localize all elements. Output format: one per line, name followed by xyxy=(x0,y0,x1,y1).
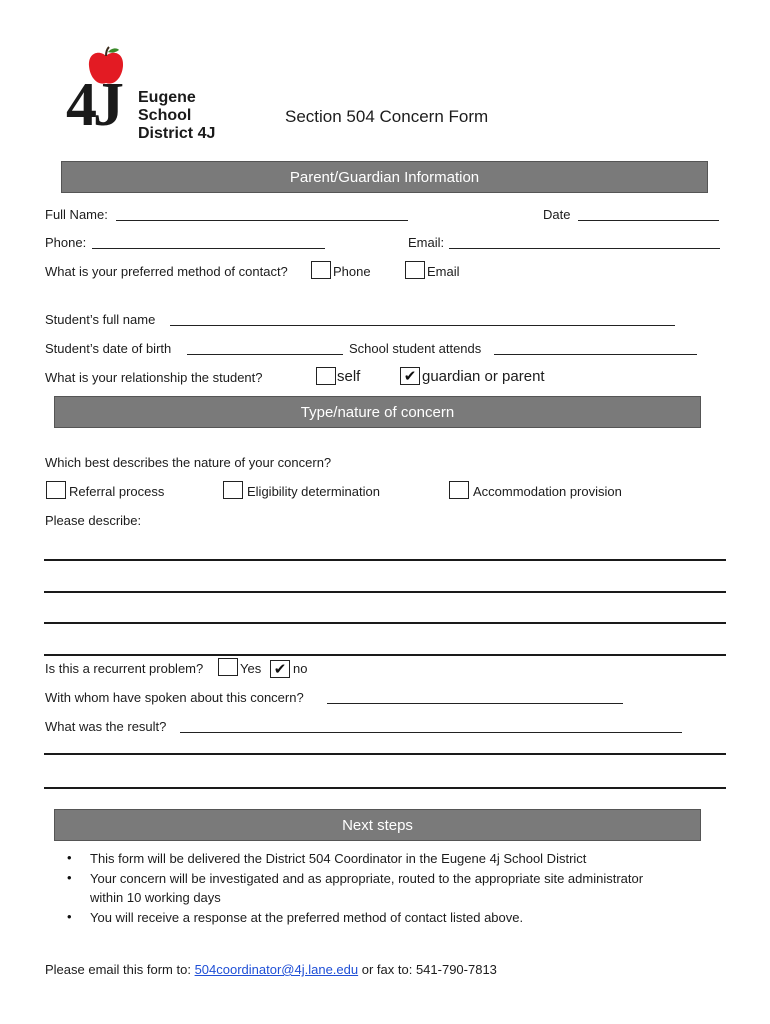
full-name-field[interactable] xyxy=(116,220,408,221)
accommodation-label: Accommodation provision xyxy=(473,484,622,499)
date-label: Date xyxy=(543,207,571,222)
student-name-field[interactable] xyxy=(170,325,675,326)
relationship-self-label: self xyxy=(337,368,361,385)
spoken-field[interactable] xyxy=(327,703,623,704)
coordinator-email-link[interactable]: 504coordinator@4j.lane.edu xyxy=(194,962,359,977)
result-label: What was the result? xyxy=(45,719,167,734)
student-dob-field[interactable] xyxy=(187,354,343,355)
email-field[interactable] xyxy=(449,248,720,249)
contact-phone-checkbox[interactable] xyxy=(311,261,331,279)
describe-line[interactable] xyxy=(44,591,726,593)
result-line[interactable] xyxy=(44,753,726,755)
full-name-label: Full Name: xyxy=(45,207,108,222)
logo-line-3: District 4J xyxy=(138,125,216,142)
describe-line[interactable] xyxy=(44,559,726,561)
logo-district-name xyxy=(138,89,215,143)
referral-checkbox[interactable] xyxy=(46,481,66,499)
recurrent-no-label: no xyxy=(293,661,308,676)
contact-email-checkbox[interactable] xyxy=(405,261,425,279)
relationship-guardian-checkbox[interactable]: ✔ xyxy=(400,367,420,385)
logo-line-2: School xyxy=(138,107,192,124)
describe-label: Please describe: xyxy=(45,513,142,528)
section-header-concern: Type/nature of concern xyxy=(54,396,701,428)
school-label: School student attends xyxy=(349,341,482,356)
email-label: Email: xyxy=(408,235,445,250)
school-field[interactable] xyxy=(494,354,697,355)
student-name-label: Student’s full name xyxy=(45,312,156,327)
relationship-guardian-label: guardian or parent xyxy=(422,368,545,385)
spoken-label: With whom have spoken about this concern? xyxy=(45,690,304,705)
next-step-1: This form will be delivered the District 504 Coordinator in the Eugene 4j School District xyxy=(90,851,587,866)
bullet-icon: • xyxy=(67,870,72,885)
logo-mark: 4J xyxy=(66,71,120,139)
footer-suffix: or fax to: 541-790-7813 xyxy=(361,962,497,977)
next-step-3: You will receive a response at the preferred method of contact listed above. xyxy=(90,910,524,925)
footer-line xyxy=(45,962,497,978)
section-header-parent: Parent/Guardian Information xyxy=(61,161,708,193)
recurrent-yes-label: Yes xyxy=(240,661,262,676)
section-header-next-steps: Next steps xyxy=(54,809,701,841)
relationship-label: What is your relationship the student? xyxy=(45,370,263,385)
describe-line[interactable] xyxy=(44,654,726,656)
date-field[interactable] xyxy=(578,220,719,221)
contact-phone-label: Phone xyxy=(333,264,371,279)
concern-question: Which best describes the nature of your concern? xyxy=(45,455,332,470)
logo-line-1: Eugene xyxy=(138,89,196,106)
recurrent-label: Is this a recurrent problem? xyxy=(45,661,204,676)
describe-line[interactable] xyxy=(44,622,726,624)
contact-method-label: What is your preferred method of contact? xyxy=(45,264,288,279)
next-step-2-line-2: within 10 working days xyxy=(90,890,221,905)
relationship-self-checkbox[interactable] xyxy=(316,367,336,385)
student-dob-label: Student’s date of birth xyxy=(45,341,172,356)
phone-label: Phone: xyxy=(45,235,87,250)
bullet-icon: • xyxy=(67,909,72,924)
accommodation-checkbox[interactable] xyxy=(449,481,469,499)
recurrent-yes-checkbox[interactable] xyxy=(218,658,238,676)
result-field[interactable] xyxy=(180,732,682,733)
contact-email-label: Email xyxy=(427,264,460,279)
page-title: Section 504 Concern Form xyxy=(285,107,489,126)
result-line[interactable] xyxy=(44,787,726,789)
referral-label: Referral process xyxy=(69,484,165,499)
phone-field[interactable] xyxy=(92,248,325,249)
next-step-2-line-1: Your concern will be investigated and as appropriate, routed to the appropriate site administrator xyxy=(90,871,644,886)
recurrent-no-checkbox[interactable]: ✔ xyxy=(270,660,290,678)
footer-prefix: Please email this form to: xyxy=(45,962,191,977)
eligibility-checkbox[interactable] xyxy=(223,481,243,499)
eligibility-label: Eligibility determination xyxy=(247,484,380,499)
bullet-icon: • xyxy=(67,850,72,865)
